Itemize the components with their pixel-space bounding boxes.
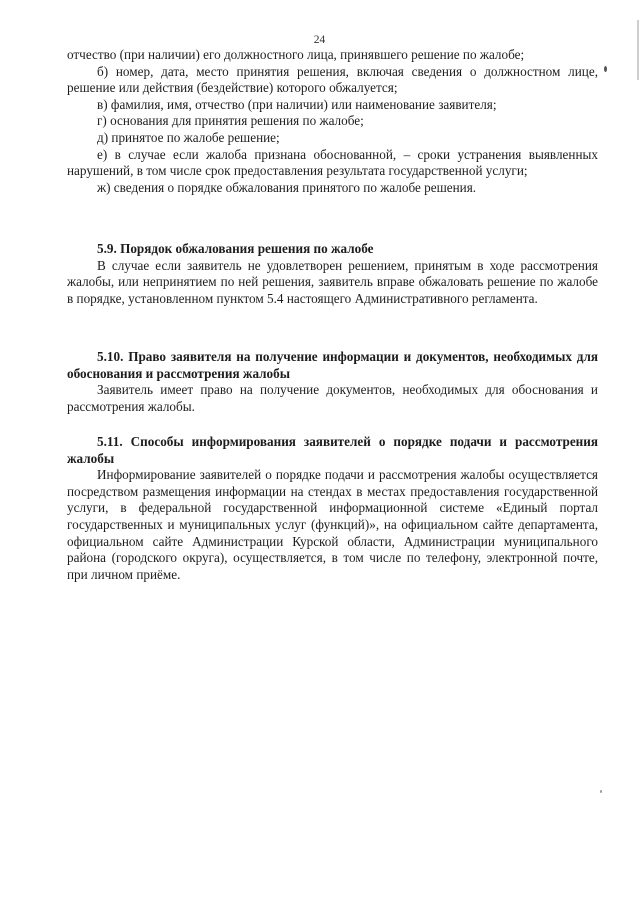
list-continuation-line: отчество (при наличии) его должностного лица, принявшего решение по жалобе; [67,47,525,62]
section-5-9 [67,241,598,307]
section-heading-5-9: 5.9. Порядок обжалования решения по жалобе [97,241,374,256]
page-number: 24 [313,34,326,46]
list-item-zh: ж) сведения о порядке обжалования принятого по жалобе решения. [97,179,477,195]
scan-speck [600,790,602,793]
section-5-10 [67,349,598,415]
section-5-11 [67,434,598,583]
scan-speck [604,66,607,72]
list-item-g: г) основания для принятия решения по жалобе; [97,113,364,129]
section-body-5-10: Заявитель имеет право на получение документов, необходимых для обоснования и рассмотрения жалобы. [67,382,598,414]
list-item-v: в) фамилия, имя, отчество (при наличии) или наименование заявителя; [97,96,497,112]
list-item-b: б) номер, дата, место принятия решения, включая сведения о должностном лице, решение или действия (бездействие) которого обжалуется; [67,63,598,96]
section-heading-5-10: 5.10. Право заявителя на получение информации и документов, необходимых для обоснования и рассмотрения жалобы [67,349,598,381]
list-item-e: е) в случае если жалоба признана обоснованной, – сроки устранения выявленных нарушений, в том числе срок предоставления результата государственной услуги; [67,146,598,179]
section-body-5-11: Информирование заявителей о порядке подачи и рассмотрения жалобы осуществляется посредством размещения информации на стендах в местах предоставления государственной услуги, в федеральной государственной информационной системе «Единый портал государственных и муниципальных услуг (функций)», на официальном сайте департамента, официальном сайте Администрации Курской области, Администрации муниципального района (городского округа), осуществляется, в том числе по телефону, электронной почте, при личном приёме. [67,467,598,582]
section-body-5-9: В случае если заявитель не удовлетворен решением, принятым в ходе рассмотрения жалобы, или непринятием по ней решения, заявитель вправе обжаловать решение по жалобе в порядке, установленном пунктом 5.4 настоящего Административного регламента. [67,257,598,306]
section-heading-5-11: 5.11. Способы информирования заявителей о порядке подачи и рассмотрения жалобы [67,434,598,466]
list-item-d: д) принятое по жалобе решение; [97,129,280,145]
complaint-decision-list [67,47,598,196]
